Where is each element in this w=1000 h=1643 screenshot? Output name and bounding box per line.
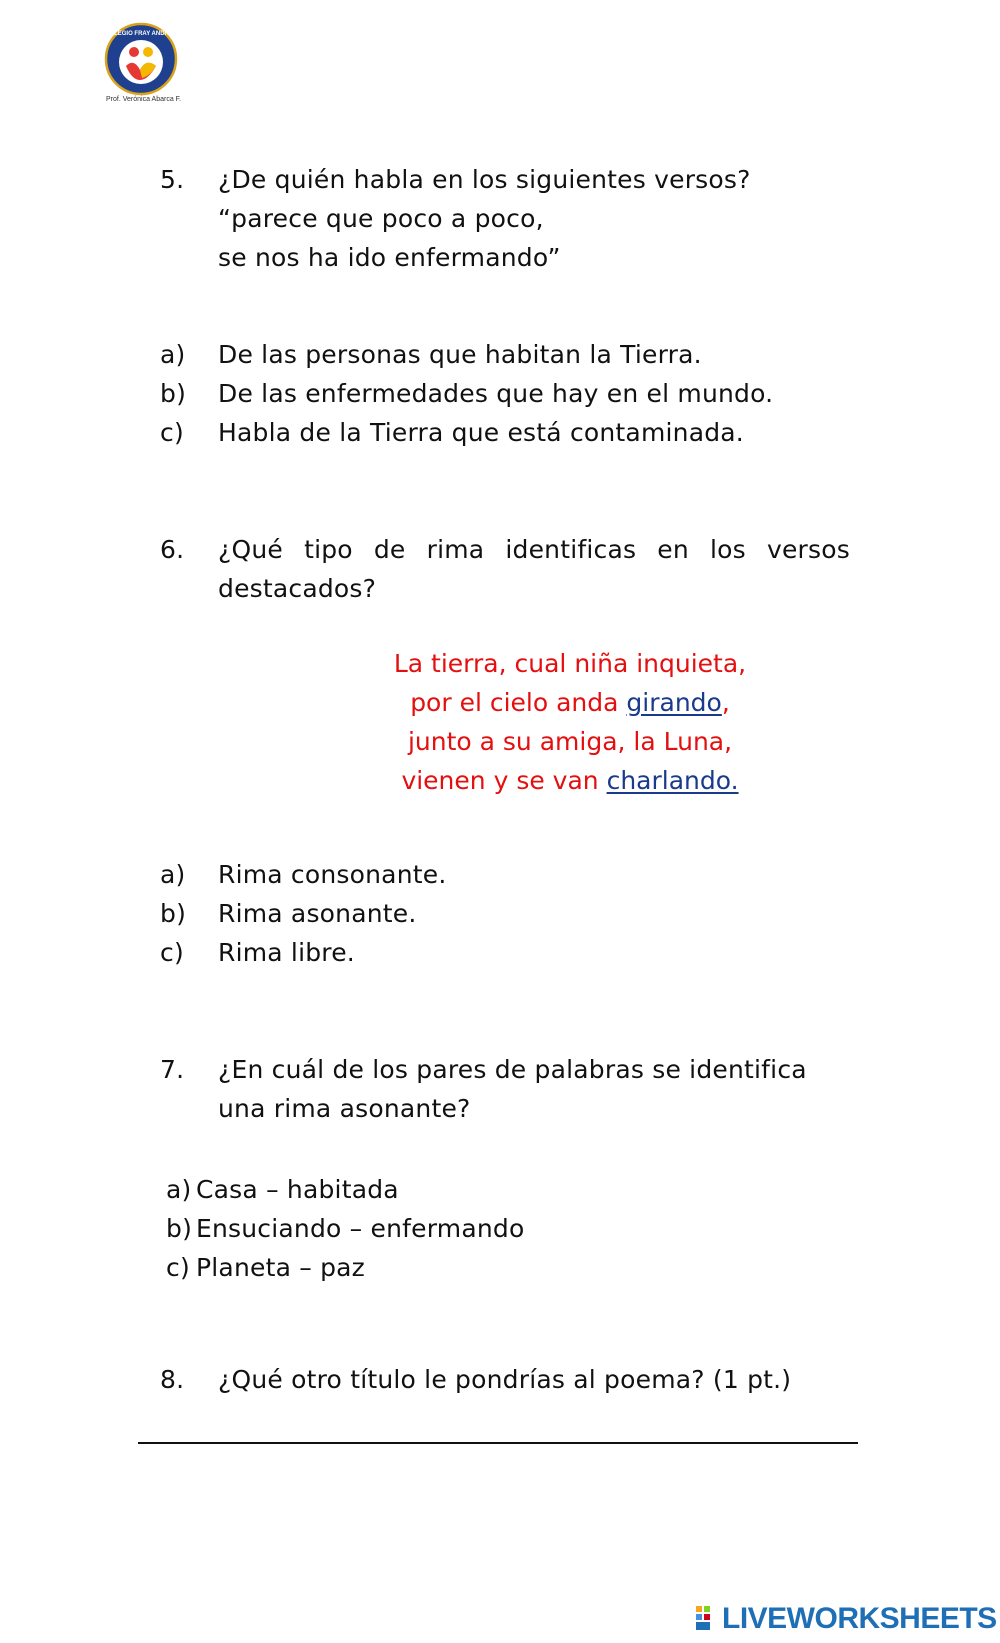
rhyme-word: girando	[626, 688, 722, 717]
question-text-cont: una rima asonante?	[218, 1094, 471, 1123]
question-text: ¿Qué otro título le pondrías al poema? (1 pt.)	[218, 1365, 792, 1394]
option-a[interactable]	[160, 855, 840, 894]
poem-line: por el cielo anda girando,	[410, 688, 730, 717]
option-c[interactable]	[160, 413, 840, 452]
school-seal-text: COLEGIO FRAY ANDRÉS	[105, 31, 177, 37]
question-7-options	[166, 1170, 846, 1287]
teacher-name: Prof. Verónica Abarca F.	[106, 96, 182, 103]
poem-line: vienen y se van charlando.	[401, 766, 739, 795]
option-letter: b)	[160, 899, 187, 928]
question-5	[160, 160, 840, 277]
question-text: ¿Qué tipo de rima identificas en los versos	[218, 535, 850, 564]
option-text: De las personas que habitan la Tierra.	[218, 340, 702, 369]
option-a[interactable]	[160, 335, 840, 374]
question-text-cont: destacados?	[218, 574, 377, 603]
option-letter: a)	[160, 860, 186, 889]
question-text: ¿En cuál de los pares de palabras se identifica	[218, 1055, 807, 1084]
question-6-options	[160, 855, 840, 972]
option-text: Casa – habitada	[196, 1175, 399, 1204]
option-text: Rima asonante.	[218, 899, 417, 928]
question-5-options	[160, 335, 840, 452]
question-7	[160, 1050, 840, 1128]
liveworksheets-icon	[696, 1606, 718, 1632]
option-a[interactable]	[166, 1170, 846, 1209]
option-text: Habla de la Tierra que está contaminada.	[218, 418, 744, 447]
option-c[interactable]	[160, 933, 840, 972]
poem-line: La tierra, cual niña inquieta,	[393, 649, 747, 678]
poem-excerpt	[0, 644, 1000, 800]
poem-line: junto a su amiga, la Luna,	[407, 727, 733, 756]
answer-line[interactable]	[138, 1442, 858, 1444]
question-number: 8.	[160, 1365, 185, 1394]
question-8	[160, 1360, 860, 1399]
question-number: 6.	[160, 535, 185, 564]
option-letter: b)	[166, 1214, 193, 1243]
rhyme-word: charlando.	[606, 766, 739, 795]
option-b[interactable]	[160, 374, 840, 413]
option-text: De las enfermedades que hay en el mundo.	[218, 379, 774, 408]
question-number: 7.	[160, 1055, 185, 1084]
option-b[interactable]	[166, 1209, 846, 1248]
school-logo	[104, 22, 178, 96]
question-number: 5.	[160, 165, 185, 194]
option-text: Rima consonante.	[218, 860, 447, 889]
quote-line: se nos ha ido enfermando”	[218, 243, 561, 272]
question-6	[160, 530, 850, 608]
option-letter: c)	[160, 938, 184, 967]
question-text: ¿De quién habla en los siguientes versos?	[218, 165, 751, 194]
quote-line: “parece que poco a poco,	[218, 204, 544, 233]
option-text: Rima libre.	[218, 938, 355, 967]
option-letter: b)	[160, 379, 187, 408]
liveworksheets-logo	[696, 1602, 997, 1636]
option-letter: a)	[160, 340, 186, 369]
option-letter: a)	[166, 1175, 192, 1204]
brand-name: LIVEWORKSHEETS	[722, 1602, 997, 1635]
option-c[interactable]	[166, 1248, 846, 1287]
option-text: Planeta – paz	[196, 1253, 365, 1282]
option-letter: c)	[166, 1253, 190, 1282]
option-b[interactable]	[160, 894, 840, 933]
option-text: Ensuciando – enfermando	[196, 1214, 525, 1243]
option-letter: c)	[160, 418, 184, 447]
